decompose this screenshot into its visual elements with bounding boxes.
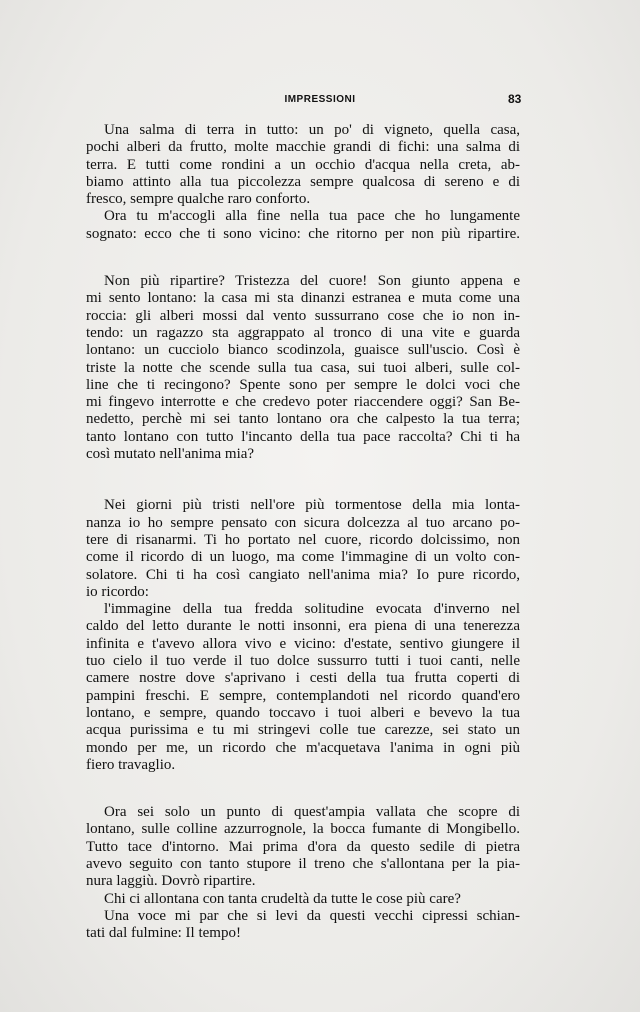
text-line: io ricordo: bbox=[86, 583, 149, 600]
text-line: triste la notte che scende sulla tua casa, sui tuoi alberi, sulle col- bbox=[86, 359, 520, 376]
text-line: avevo seguito con tanto stupore il treno che s'allontana per la pia- bbox=[86, 855, 520, 872]
text-line: tuo cielo il tuo verde il tuo dolce sussurro tutti i tuoi canti, nelle bbox=[86, 653, 520, 670]
text-line: pampini freschi. E sempre, contemplandoti nel ricordo quand'ero bbox=[86, 687, 520, 704]
text-line: lontano, sulle colline azzurrognole, la bocca fumante di Mongibello. bbox=[86, 821, 520, 838]
text-line: sognato: ecco che ti sono vicino: che ritorno per non più ripartire. bbox=[86, 225, 520, 242]
text-line: pochi alberi da frutto, molte macchie grandi di fichi: una salma di bbox=[86, 139, 520, 156]
text-line: lontano, e sempre, quando toccavo i tuoi alberi e bevevo la tua bbox=[86, 704, 520, 721]
paragraph-section bbox=[86, 804, 520, 942]
text-line: Tutto tace d'intorno. Mai prima d'ora da questo sedile di pietra bbox=[86, 838, 520, 855]
text-line: acqua purissima e tu mi stringevi colle tue carezze, sei stato un bbox=[86, 722, 520, 739]
text-line: infinita e t'avevo allora vivo e vicino: d'estate, sentivo giungere il bbox=[86, 635, 520, 652]
text-line: nura laggiù. Dovrò ripartire. bbox=[86, 873, 256, 890]
text-line: Una salma di terra in tutto: un po' di vigneto, quella casa, bbox=[104, 122, 520, 138]
text-line: tere di risanarmi. Ti ho portato nel cuore, ricordo dolcissimo, non bbox=[86, 531, 520, 548]
text-line: tanto lontano con tutto l'incanto della tua pace raccolta? Chi ti ha bbox=[86, 428, 520, 445]
text-line: solatore. Chi ti ha così cangiato nell'anima mia? Io pure ricordo, bbox=[86, 566, 520, 583]
text-line: Una voce mi par che si levi da questi vecchi cipressi schian- bbox=[104, 907, 520, 924]
text-line: nedetto, perchè mi sei tanto lontano ora che calpesto la tua terra; bbox=[86, 411, 520, 428]
text-line: fresco, sempre qualche raro conforto. bbox=[86, 191, 311, 208]
running-header: IMPRESSIONI bbox=[284, 94, 356, 105]
section-gap bbox=[86, 463, 520, 497]
text-line: lontano: un cucciolo bianco scodinzola, guaisce sull'uscio. Così è bbox=[86, 342, 520, 359]
text-line: come il ricordo di un luogo, ma come l'immagine di un volto con- bbox=[86, 549, 520, 566]
text-line: line che ti recingono? Spente sono per sempre le dolci voci che bbox=[86, 376, 520, 393]
text-line: così mutato nell'anima mia? bbox=[86, 446, 255, 463]
paragraph-section bbox=[86, 497, 520, 774]
text-line: Ora sei solo un punto di quest'ampia vallata che scopre di bbox=[104, 804, 520, 821]
text-line: mondo per me, un ricordo che m'acquetava l'anima in ogni più bbox=[86, 739, 520, 756]
body-text bbox=[86, 122, 520, 942]
text-line: mi sento lontano: la casa mi sta dinanzi estranea e muta come una bbox=[86, 290, 520, 307]
text-line: tendo: un ragazzo sta aggrappato al tronco di una vite e guarda bbox=[86, 324, 520, 341]
paragraph-section bbox=[86, 122, 520, 243]
section-gap bbox=[86, 243, 520, 273]
text-line: caldo del letto durante le notti insonni, era piena di una tenerezza bbox=[86, 618, 520, 635]
text-line: fiero travaglio. bbox=[86, 756, 176, 773]
text-line: camere nostre dove s'aprivano i cesti della tua frutta coperti di bbox=[86, 670, 520, 687]
text-line: Nei giorni più tristi nell'ore più tormentose della mia lonta- bbox=[104, 497, 520, 514]
text-line: Non più ripartire? Tristezza del cuore! Son giunto appena e bbox=[104, 273, 520, 290]
text-line: tati dal fulmine: Il tempo! bbox=[86, 925, 241, 942]
text-line: roccia: gli alberi mossi dal vento sussurrano cose che io non in- bbox=[86, 307, 520, 324]
text-line: nanza io ho sempre pensato con sicura dolcezza al tuo arcano po- bbox=[86, 514, 520, 531]
text-line: Chi ci allontana con tanta crudeltà da tutte le cose più care? bbox=[104, 890, 461, 907]
page-number: 83 bbox=[508, 92, 522, 106]
section-gap bbox=[86, 774, 520, 804]
text-line: l'immagine della tua fredda solitudine evocata d'inverno nel bbox=[104, 601, 520, 618]
paragraph-section bbox=[86, 273, 520, 463]
text-line: terra. E tutti come rondini a un occhio d'acqua nella creta, ab- bbox=[86, 156, 520, 173]
text-line: biamo attinto alla tua piccolezza sempre qualcosa di sereno e di bbox=[86, 173, 520, 190]
text-line: mi fingevo interrotte e che credevo poter riaccendere oggi? San Be- bbox=[86, 394, 520, 411]
text-line: Ora tu m'accogli alla fine nella tua pace che ho lungamente bbox=[104, 208, 520, 225]
